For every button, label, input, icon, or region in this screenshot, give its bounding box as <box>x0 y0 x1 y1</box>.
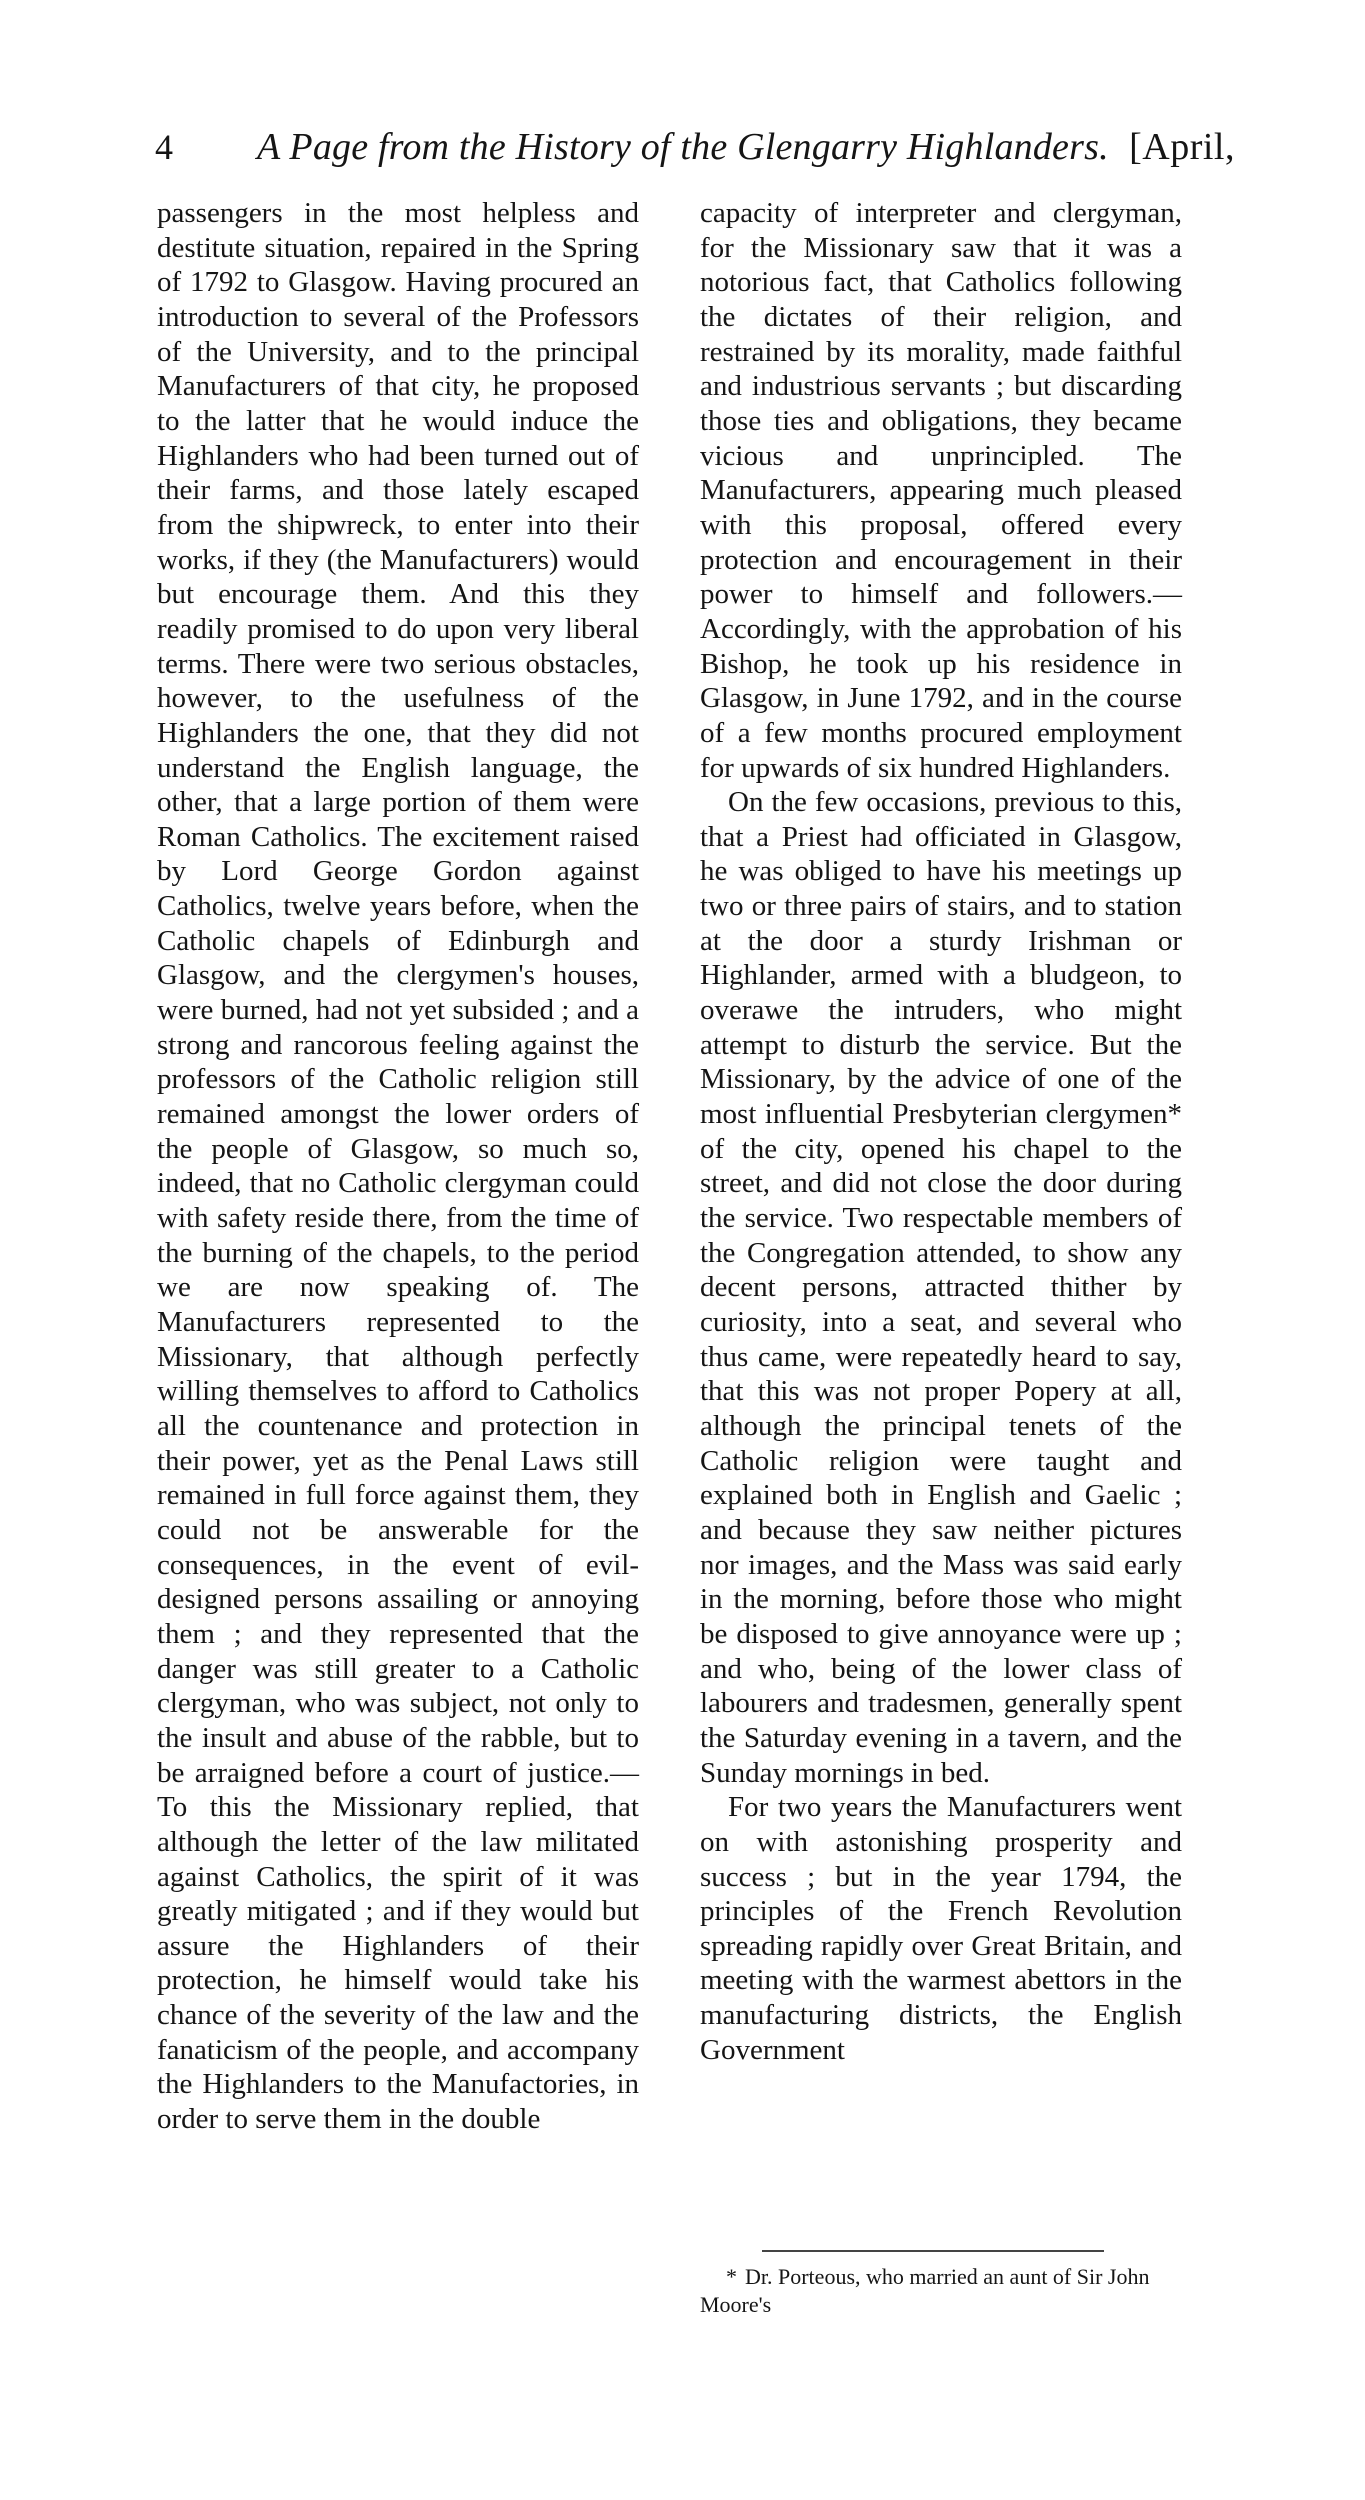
left-column <box>157 196 639 2137</box>
running-head <box>155 122 1235 172</box>
left-paragraph-1: passengers in the most helpless and destitute situation, repaired in the Spring of 1792 to Glasgow. Having procured an introduction to several of the Professors of the University, and to the principal Manufacturers of that city, he proposed to the latter that he would induce the Highlanders who had been turned out of their farms, and those lately escaped from the shipwreck, to enter into their works, if they (the Manufacturers) would but encourage them. And this they readily promised to do upon very liberal terms. There were two serious obstacles, however, to the usefulness of the Highlanders the one, that they did not understand the English language, the other, that a large portion of them were Roman Catholics. The excitement raised by Lord George Gordon against Catholics, twelve years before, when the Catholic chapels of Edinburgh and Glasgow, and the clergymen's houses, were burned, had not yet subsided ; and a strong and rancorous feeling against the professors of the Catholic religion still remained amongst the lower orders of the people of Glasgow, so much so, indeed, that no Catholic clergyman could with safety reside there, from the time of the burning of the chapels, to the period we are now speaking of. The Manufacturers represented to the Missionary, that although perfectly willing themselves to afford to Catholics all the countenance and protection in their power, yet as the Penal Laws still remained in full force against them, they could not be answerable for the consequences, in the event of evil-designed persons assailing or annoying them ; and they represented that the danger was still greater to a Catholic clergyman, who was subject, not only to the insult and abuse of the rabble, but to be arraigned before a court of justice.— To this the Missionary replied, that although the letter of the law militated against Catholics, the spirit of it was greatly mitigated ; and if they would but assure the Highlanders of their protection, he himself would take his chance of the severity of the law and the fanaticism of the people, and accompany the Highlanders to the Manufactories, in order to serve them in the double <box>157 197 639 2136</box>
running-title: A Page from the History of the Glengarry Highlanders. <box>257 126 1109 168</box>
right-paragraph-3: For two years the Manufacturers went on with astonishing prosperity and success ; but in the year 1794, the principles of the French Revolution spreading rapidly over Great Britain, and meeting with the warmest abettors in the manufacturing districts, the English Government <box>700 1791 1182 2066</box>
footnote-rule <box>762 2250 1104 2252</box>
footnote-mark: * <box>726 2264 737 2289</box>
footnote <box>700 2263 1182 2319</box>
footnote-text: Dr. Porteous, who married an aunt of Sir John Moore's <box>700 2264 1150 2317</box>
right-paragraph-2: On the few occasions, previous to this, that a Priest had officiated in Glasgow, he was obliged to have his meetings up two or three pairs of stairs, and to station at the door a sturdy Irishman or Highlander, armed with a bludgeon, to overawe the intruders, who might attempt to disturb the service. But the Missionary, by the advice of one of the most influential Presbyterian clergymen* of the city, opened his chapel to the street, and did not close the door during the service. Two respectable members of the Congregation attended, to show any decent persons, attracted thither by curiosity, into a seat, and several who thus came, were repeatedly heard to say, that this was not proper Popery at all, although the principal tenets of the Catholic religion were taught and explained both in English and Gaelic ; and because they saw neither pictures nor images, and the Mass was said early in the morning, before those who might be disposed to give annoyance were up ; and who, being of the lower class of labourers and tradesmen, generally spent the Saturday evening in a tavern, and the Sunday mornings in bed. <box>700 786 1182 1789</box>
page-number: 4 <box>155 127 173 167</box>
running-month: [April, <box>1129 126 1235 168</box>
right-paragraph-1: capacity of interpreter and clergyman, for the Missionary saw that it was a notorious fact, that Catholics following the dictates of their religion, and restrained by its morality, made faithful and industrious servants ; but discarding those ties and obligations, they became vicious and unprincipled. The Manufacturers, appearing much pleased with this proposal, offered every protection and encouragement in their power to himself and followers.— Accordingly, with the approbation of his Bishop, he took up his residence in Glasgow, in June 1792, and in the course of a few months procured employment for upwards of six hundred Highlanders. <box>700 197 1182 784</box>
right-column <box>700 196 1182 2067</box>
